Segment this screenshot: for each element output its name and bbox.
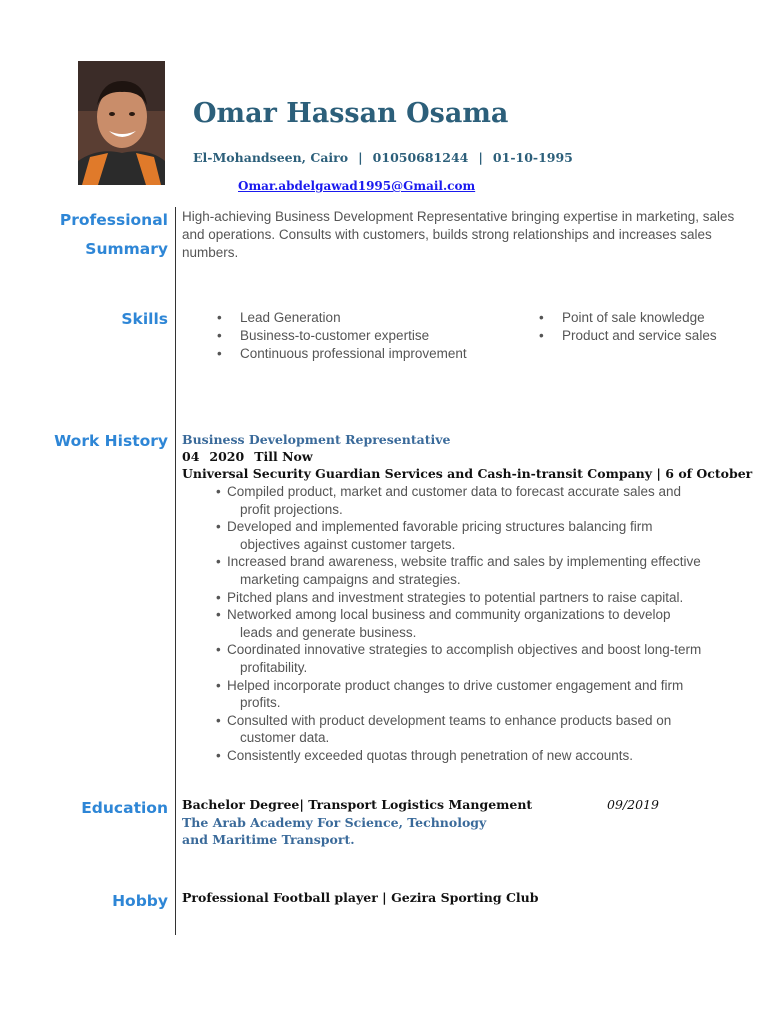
- heading-skills: Skills: [121, 310, 168, 328]
- heading-line: Professional: [59, 211, 168, 229]
- heading-professional-summary: [60, 206, 168, 264]
- skill-item: • Point of sale knowledge: [562, 309, 752, 327]
- start-year: 2020: [209, 449, 245, 464]
- contact-line: [193, 150, 573, 165]
- duty-line: Helped incorporate product changes to drive customer engagement and firm: [227, 677, 684, 693]
- education-school: The Arab Academy For Science, Technology and Maritime Transport.: [182, 815, 487, 847]
- phone-number: 01050681244: [372, 150, 469, 165]
- email-link[interactable]: Omar.abdelgawad1995@Gmail.com: [238, 179, 476, 193]
- duty-line: objectives against customer targets.: [240, 536, 456, 552]
- section-divider: [175, 207, 176, 935]
- skill-item: • Business-to-customer expertise: [240, 327, 520, 345]
- summary-text: High-achieving Business Development Representative bringing expertise in marketing, sales and operations. Consults with customers, builds strong relationships and increases sales numbers.: [182, 209, 735, 260]
- education-date: 09/2019: [607, 797, 659, 812]
- duty-item: • Developed and implemented favorable pricing structures balancing firm objectives against customer targets.: [216, 519, 653, 552]
- duty-line: marketing campaigns and strategies.: [240, 571, 461, 587]
- job-company: Universal Security Guardian Services and Cash-in-transit Company | 6 of October: [182, 466, 753, 481]
- job-dates: [182, 449, 313, 464]
- birthdate: 01-10-1995: [492, 150, 573, 165]
- duty-line: Networked among local business and community organizations to develop: [227, 607, 671, 623]
- duty-line: leads and generate business.: [240, 624, 417, 640]
- duty-line: profits.: [240, 695, 281, 711]
- skill-item: • Product and service sales: [562, 327, 752, 345]
- duty-line: Increased brand awareness, website traffic and sales by implementing effective: [227, 554, 701, 570]
- duty-item: • Pitched plans and investment strategies to potential partners to raise capital.: [216, 589, 684, 605]
- duty-line: profitability.: [240, 659, 308, 675]
- heading-line: Summary: [85, 240, 168, 258]
- education-degree: Bachelor Degree| Transport Logistics Mangement: [182, 797, 533, 812]
- duty-item: • Consulted with product development teams to enhance products based on customer data.: [216, 712, 672, 746]
- duty-item: • Networked among local business and community organizations to develop leads and generate business.: [216, 607, 671, 640]
- duty-line: Consulted with product development teams to enhance products based on: [227, 712, 672, 728]
- skill-item: • Continuous professional improvement: [240, 345, 520, 363]
- duties-list: [216, 483, 746, 765]
- heading-work-history: Work History: [54, 432, 168, 450]
- duty-item: • Coordinated innovative strategies to accomplish objectives and boost long-term profitability.: [216, 642, 702, 675]
- duty-line: Pitched plans and investment strategies to potential partners to raise capital.: [227, 589, 684, 605]
- start-month: 04: [182, 449, 200, 464]
- heading-education: Education: [81, 799, 168, 817]
- duty-line: customer data.: [240, 730, 330, 746]
- duty-item: • Consistently exceeded quotas through penetration of new accounts.: [216, 747, 634, 763]
- duty-item: • Increased brand awareness, website traffic and sales by implementing effective marketing campaigns and strategies.: [216, 554, 701, 587]
- profile-photo-graphic: [78, 61, 165, 185]
- duty-line: Coordinated innovative strategies to accomplish objectives and boost long-term: [227, 642, 702, 658]
- hobby-text: Professional Football player | Gezira Sporting Club: [182, 890, 539, 905]
- separator: |: [478, 150, 483, 165]
- location: El-Mohandseen, Cairo: [193, 150, 349, 165]
- candidate-name: Omar Hassan Osama: [193, 98, 509, 129]
- duty-line: Consistently exceeded quotas through penetration of new accounts.: [227, 747, 634, 763]
- duty-line: profit projections.: [240, 501, 343, 517]
- duty-line: Developed and implemented favorable pricing structures balancing firm: [227, 519, 653, 535]
- job-title: Business Development Representative: [182, 432, 451, 447]
- separator: |: [358, 150, 363, 165]
- skills-list-right: [522, 309, 752, 345]
- profile-photo: [78, 61, 165, 185]
- duty-item: • Helped incorporate product changes to drive customer engagement and firm profits.: [216, 677, 684, 711]
- end-date: Till Now: [254, 449, 313, 464]
- duty-item: • Compiled product, market and customer data to forecast accurate sales and profit projections.: [216, 484, 681, 517]
- duty-line: Compiled product, market and customer data to forecast accurate sales and: [227, 484, 681, 499]
- heading-hobby: Hobby: [112, 892, 168, 910]
- skills-list-left: [200, 309, 520, 363]
- skill-item: • Lead Generation: [240, 309, 520, 327]
